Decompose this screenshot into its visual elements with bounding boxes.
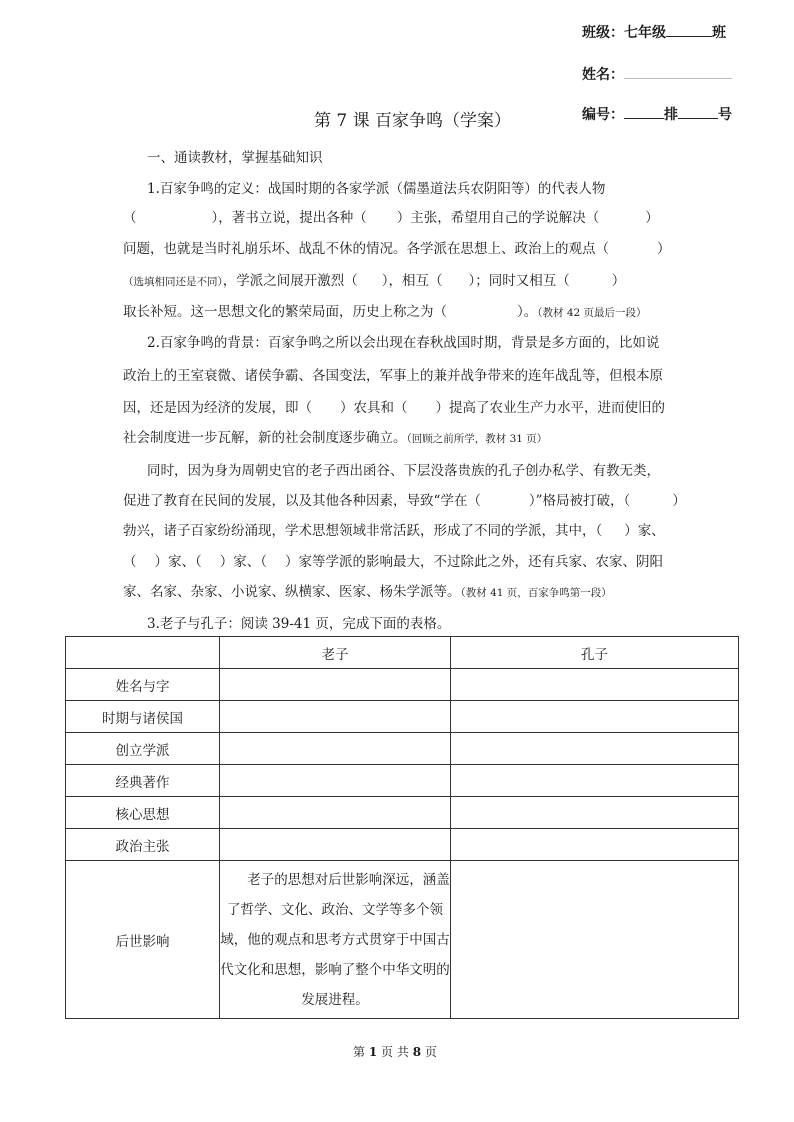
- row-label: 创立学派: [66, 733, 220, 765]
- laozi-influence-cell[interactable]: 老子的思想对后世影响深远，涵盖了哲学、文化、政治、文学等多个领域，他的观点和思考方式贯穿于中国古代文化和思想，影响了整个中华文明的发展进程。: [220, 861, 451, 1019]
- p2-line2: 政治上的王室衰微、诸侯争霸、各国变法，军事上的兼并战争带来的连年战乱等，但根本原: [123, 368, 663, 384]
- section-heading: 一、通读教材，掌握基础知识: [147, 150, 323, 166]
- seat-label: 号: [718, 107, 732, 123]
- table-header-row: [66, 637, 739, 669]
- page-footer: 第 1 页 共 8 页: [353, 1045, 437, 1059]
- p2-line3: 因，还是因为经济的发展，即（ ）农具和（ ）提高了农业生产力水平，进而使旧的: [123, 400, 665, 416]
- table-row: [66, 861, 739, 1019]
- kongzi-cell[interactable]: [451, 733, 739, 765]
- row-label: 核心思想: [66, 797, 220, 829]
- name-field: [582, 64, 732, 84]
- table-row: [66, 829, 739, 861]
- p3-line4: （ ）家、（ ）家、（ ）家等学派的影响最大，不过除此之外，还有兵家、农家、阴阳: [123, 554, 663, 570]
- p1-line5: 取长补短。这一思想文化的繁荣局面，历史上称之为（ ）。（教材 42 页最后一段）: [123, 304, 647, 320]
- laozi-cell[interactable]: [220, 797, 451, 829]
- laozi-cell[interactable]: [220, 765, 451, 797]
- class-field: [582, 22, 726, 42]
- header-cell-empty: [66, 637, 220, 669]
- kongzi-cell[interactable]: [451, 765, 739, 797]
- total-pages: 8: [412, 1045, 422, 1059]
- number-label: 编号：: [582, 107, 624, 123]
- table-row: [66, 733, 739, 765]
- laozi-cell[interactable]: [220, 701, 451, 733]
- p3-line2: 促进了教育在民间的发展，以及其他各种因素，导致“学在（ ）”格局被打破，（ ）: [123, 493, 686, 509]
- class-suffix: 班: [712, 25, 726, 41]
- page-title: 第 7 课 百家争鸣（学案）: [314, 111, 512, 131]
- p3-line1: 同时，因为身为周朝史官的老子西出函谷、下层没落贵族的孔子创办私学、有教无类，: [147, 463, 660, 479]
- header-cell-kongzi: 孔子: [451, 637, 739, 669]
- row-label: 后世影响: [66, 861, 220, 1019]
- p4-line: 3.老子与孔子：阅读 39-41 页，完成下面的表格。: [147, 616, 451, 632]
- number-field: [582, 104, 732, 124]
- comparison-table: [65, 636, 739, 1019]
- kongzi-cell[interactable]: [451, 669, 739, 701]
- p1-line1: 1.百家争鸣的定义：战国时期的各家学派（儒墨道法兵农阴阳等）的代表人物: [147, 181, 606, 197]
- row-label: 姓名与字: [66, 669, 220, 701]
- class-blank[interactable]: [666, 22, 712, 37]
- table-row: [66, 765, 739, 797]
- kongzi-cell[interactable]: [451, 861, 739, 1019]
- class-label: 班级：七年级: [582, 25, 666, 41]
- laozi-cell[interactable]: [220, 829, 451, 861]
- p1-line3: 问题，也就是当时礼崩乐坏、战乱不休的情况。各学派在思想上、政治上的观点（ ）: [123, 241, 671, 257]
- row-label: 排: [664, 107, 678, 123]
- kongzi-cell[interactable]: [451, 829, 739, 861]
- header-cell-laozi: 老子: [220, 637, 451, 669]
- row-label: 时期与诸侯国: [66, 701, 220, 733]
- p3-line3: 勃兴，诸子百家纷纷涌现，学术思想领域非常活跃，形成了不同的学派，其中，（ ）家、: [123, 523, 665, 539]
- table-row: [66, 797, 739, 829]
- p1-line4: （选填相同还是不同），学派之间展开激烈（ ），相互（ ）；同时又相互（ ）: [123, 273, 626, 289]
- laozi-cell[interactable]: [220, 733, 451, 765]
- seat-blank[interactable]: [678, 104, 718, 119]
- name-label: 姓名：: [582, 67, 624, 83]
- p2-line4: 社会制度进一步瓦解，新的社会制度逐步确立。（回顾之前所学，教材 31 页）: [123, 430, 548, 446]
- p1-line2: （ ），著书立说，提出各种（ ）主张，希望用自己的学说解决（ ）: [123, 210, 659, 226]
- row-label: 经典著作: [66, 765, 220, 797]
- kongzi-cell[interactable]: [451, 797, 739, 829]
- table-row: [66, 701, 739, 733]
- table-row: [66, 669, 739, 701]
- laozi-cell[interactable]: [220, 669, 451, 701]
- p2-line1: 2.百家争鸣的背景：百家争鸣之所以会出现在春秋战国时期，背景是多方面的，比如说: [147, 335, 660, 351]
- row-label: 政治主张: [66, 829, 220, 861]
- row-blank[interactable]: [624, 104, 664, 119]
- p3-line5: 家、名家、杂家、小说家、纵横家、医家、杨朱学派等。（教材 41 页，百家争鸣第一段）: [123, 584, 612, 600]
- kongzi-cell[interactable]: [451, 701, 739, 733]
- name-blank[interactable]: [624, 64, 732, 79]
- page-number: 1: [368, 1045, 378, 1059]
